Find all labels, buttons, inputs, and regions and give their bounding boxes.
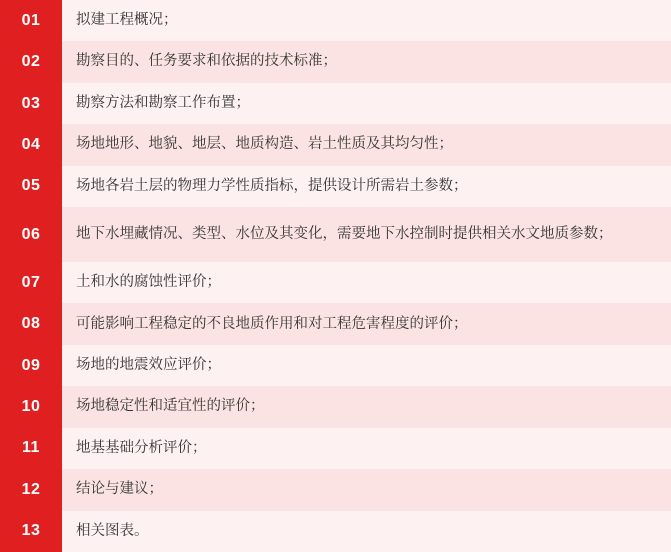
- list-item: [0, 303, 671, 344]
- list-item-text: 土和水的腐蚀性评价；: [62, 262, 671, 303]
- list-item-text: 可能影响工程稳定的不良地质作用和对工程危害程度的评价；: [62, 303, 671, 344]
- list-item-number: 11: [0, 428, 62, 469]
- list-item-text: 地基基础分析评价；: [62, 428, 671, 469]
- list-item: [0, 386, 671, 427]
- list-item: [0, 166, 671, 207]
- list-item-number: 01: [0, 0, 62, 41]
- list-item-text: 场地稳定性和适宜性的评价；: [62, 386, 671, 427]
- list-item-text: 地下水埋藏情况、类型、水位及其变化，需要地下水控制时提供相关水文地质参数；: [62, 207, 671, 262]
- list-item: [0, 207, 671, 262]
- list-item-number: 05: [0, 166, 62, 207]
- list-item-number: 07: [0, 262, 62, 303]
- list-item-text: 勘察目的、任务要求和依据的技术标准；: [62, 41, 671, 82]
- list-item-text: 结论与建议；: [62, 469, 671, 510]
- list-item-number: 10: [0, 386, 62, 427]
- list-item: [0, 0, 671, 41]
- list-item-text: 相关图表。: [62, 511, 671, 552]
- list-item-text: 勘察方法和勘察工作布置；: [62, 83, 671, 124]
- list-item: [0, 41, 671, 82]
- list-item: [0, 428, 671, 469]
- list-item: [0, 469, 671, 510]
- list-item: [0, 124, 671, 165]
- list-item-number: 02: [0, 41, 62, 82]
- list-item-text: 场地各岩土层的物理力学性质指标，提供设计所需岩土参数；: [62, 166, 671, 207]
- list-item: [0, 345, 671, 386]
- list-item-number: 06: [0, 207, 62, 262]
- list-item-text: 场地地形、地貌、地层、地质构造、岩土性质及其均匀性；: [62, 124, 671, 165]
- list-item: [0, 511, 671, 552]
- list-item-number: 12: [0, 469, 62, 510]
- list-item-number: 04: [0, 124, 62, 165]
- list-item: [0, 262, 671, 303]
- list-item-text: 场地的地震效应评价；: [62, 345, 671, 386]
- list-item-number: 09: [0, 345, 62, 386]
- list-item-number: 03: [0, 83, 62, 124]
- list-item-number: 08: [0, 303, 62, 344]
- list-item-text: 拟建工程概况；: [62, 0, 671, 41]
- list-item-number: 13: [0, 511, 62, 552]
- list-item: [0, 83, 671, 124]
